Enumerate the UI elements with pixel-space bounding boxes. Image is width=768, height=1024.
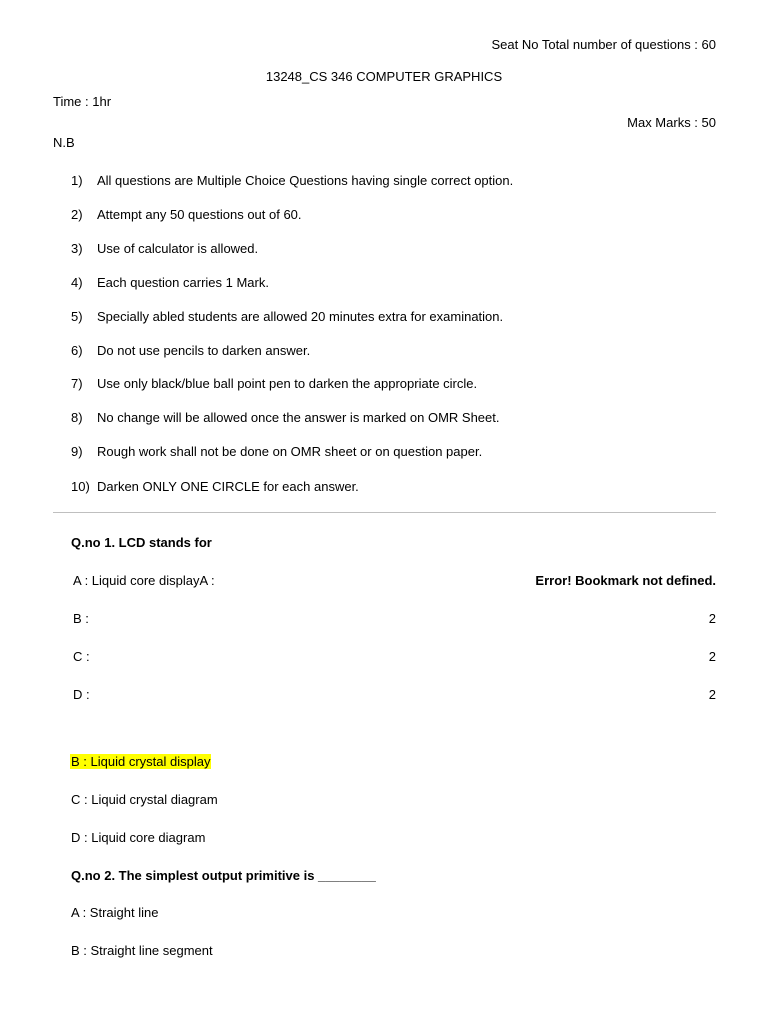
instruction-item [71,343,310,359]
instruction-item [71,479,359,495]
instruction-item [71,241,258,257]
instruction-text: No change will be allowed once the answer is marked on OMR Sheet. [97,410,500,425]
instruction-number: 2) [71,207,83,222]
instruction-number: 3) [71,241,83,256]
nb-label: N.B [53,135,75,150]
instruction-number: 1) [71,173,83,188]
instruction-item [71,376,477,392]
instruction-item [71,173,513,189]
instruction-text: Specially abled students are allowed 20 minutes extra for examination. [97,309,504,324]
instruction-item [71,410,500,426]
instruction-text: Do not use pencils to darken answer. [97,343,311,358]
exam-title: 13248_CS 346 COMPUTER GRAPHICS [265,69,503,84]
instruction-text: Attempt any 50 questions out of 60. [97,207,302,222]
instruction-number: 4) [71,275,83,290]
section-divider [53,512,716,513]
question-1-title: Q.no 1. LCD stands for [71,535,212,550]
instruction-text: Rough work shall not be done on OMR sheet or on question paper. [97,444,483,459]
option-b-highlighted [70,754,211,770]
max-marks-label: Max Marks : 50 [627,115,716,130]
instruction-number: 7) [71,376,83,391]
instruction-item [71,309,503,325]
instruction-number: 6) [71,343,83,358]
option-d: D : Liquid core diagram [71,830,206,845]
time-label: Time : 1hr [53,94,112,109]
option-a: A : Straight line [71,905,159,920]
answer-highlight: B : Liquid crystal display [71,754,211,769]
instruction-number: 5) [71,309,83,324]
instruction-text: Use only black/blue ball point pen to darken the appropriate circle. [97,376,478,391]
toc-row-left: A : Liquid core displayA : [73,573,215,588]
instruction-item [71,207,302,223]
instruction-number: 9) [71,444,83,459]
toc-row-left: B : [73,611,89,626]
seat-number-line: Seat No Total number of questions : 60 [491,37,716,52]
instruction-text: All questions are Multiple Choice Questions having single correct option. [97,173,514,188]
instruction-text: Darken ONLY ONE CIRCLE for each answer. [97,479,359,494]
instruction-item [71,275,269,291]
toc-row-right: 2 [708,687,716,702]
instruction-number: 8) [71,410,83,425]
toc-row-right: Error! Bookmark not defined. [535,573,716,588]
toc-row-right: 2 [708,649,716,664]
toc-row-right: 2 [708,611,716,626]
toc-row-left: D : [73,687,90,702]
instruction-text: Use of calculator is allowed. [97,241,259,256]
option-b: B : Straight line segment [71,943,213,958]
toc-row-left: C : [73,649,90,664]
instruction-text: Each question carries 1 Mark. [97,275,269,290]
instruction-item [71,444,482,460]
question-2-title: Q.no 2. The simplest output primitive is ________ [71,868,376,883]
instruction-number: 10) [71,479,90,494]
option-c: C : Liquid crystal diagram [71,792,218,807]
